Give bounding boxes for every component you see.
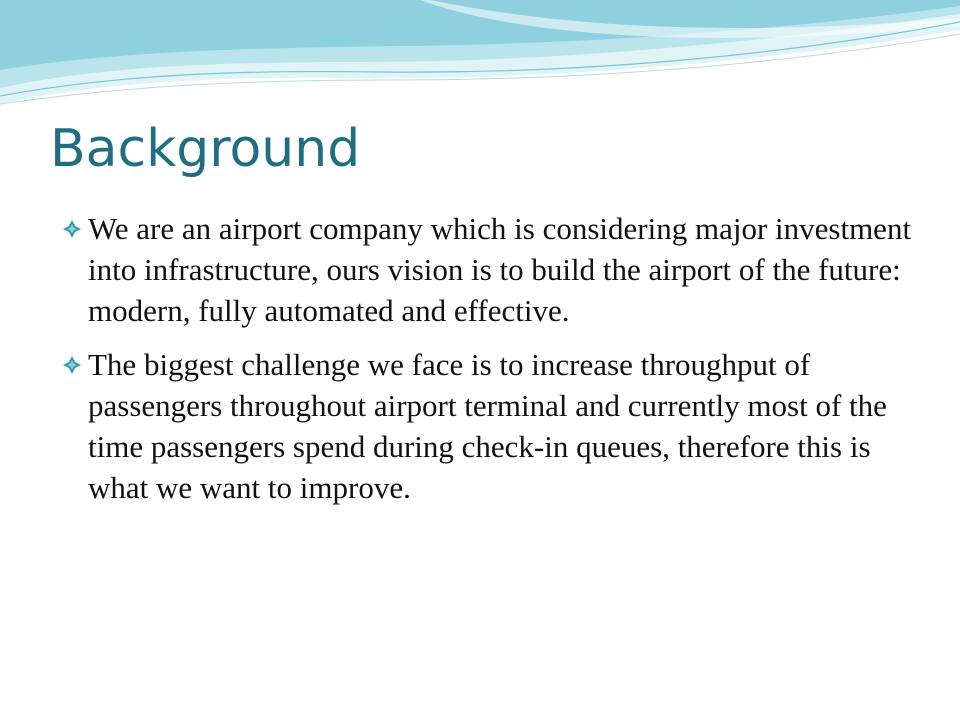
bullet-item	[62, 208, 912, 331]
diamond-bullet-icon	[62, 219, 82, 239]
slide-title: Background	[50, 119, 361, 179]
bullet-list	[62, 208, 912, 521]
bullet-text: We are an airport company which is considering major investment into infrastructure, ours vision is to build the airport of the future: modern, fully automated and effective.	[88, 211, 912, 328]
bullet-text: The biggest challenge we face is to increase throughput of passengers throughout airport terminal and currently most of the time passengers spend during check-in queues, therefore this is what we want to improve.	[88, 347, 887, 505]
wave-header-decoration	[0, 0, 960, 110]
bullet-item	[62, 344, 912, 508]
diamond-bullet-icon	[62, 355, 82, 375]
